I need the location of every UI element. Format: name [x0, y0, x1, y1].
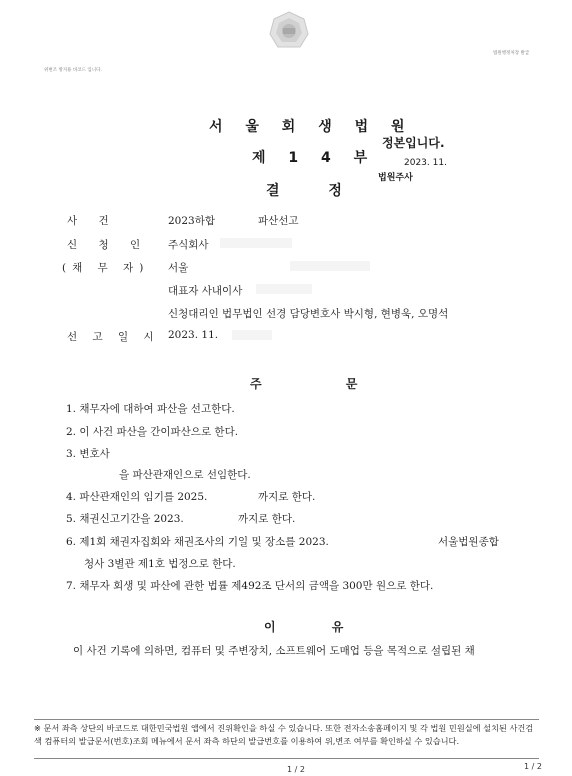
division-name: 제 1 4 부	[252, 150, 377, 166]
court-name: 서 울 회 생 법 원	[209, 119, 414, 135]
order-item-4: 4. 파산관재인의 임기를 2025.	[66, 491, 208, 503]
reason-text: 이 사건 기록에 의하면, 컴퓨터 및 주변장치, 소프트웨어 도매업 등을 목적으로 설립된 채	[73, 645, 475, 657]
order-item-6-place: 서울법원종합	[438, 536, 499, 548]
debtor-label: (채 무 자)	[62, 262, 150, 274]
document-type: 결 정	[266, 183, 364, 199]
debtor-address: 서울	[168, 262, 189, 274]
verification-notice: ※ 문서 좌측 상단의 바코드로 대한민국법원 앱에서 진위확인을 하실 수 있습니다. 또한 전자소송홈페이지 및 각 법원 민원실에 설치된 사건검색 컴퓨터의 발급문서(번호)조회 메뉴에서 문서 좌측 하단의 발급번호를 이용하여 위,변조 여부를 확인하실 수 있습니다.	[34, 719, 539, 759]
issuer-note: 법원행정처장 발급	[493, 51, 530, 56]
redacted-area	[232, 330, 272, 340]
order-item-6: 6. 제1회 채권자집회와 채권조사의 기일 및 장소를 2023.	[66, 536, 329, 548]
order-item-6-cont: 청사 3별관 제1호 법정으로 한다.	[84, 558, 236, 570]
certified-copy-date: 2023. 11.	[404, 158, 447, 168]
order-item-7: 7. 채무자 회생 및 파산에 관한 법률 제492조 단서의 금액을 300만 원으로 한다.	[66, 580, 434, 592]
representative: 대표자 사내이사	[168, 285, 243, 297]
page-number: 1 / 2	[287, 765, 305, 774]
decision-date-label: 선 고 일 시	[67, 331, 160, 343]
order-item-5-cont: 까지로 한다.	[238, 513, 296, 525]
reason-title: 이 유	[264, 620, 370, 634]
case-label: 사 건	[67, 215, 118, 227]
attorneys: 신청대리인 법무법인 선경 담당변호사 박시형, 현병욱, 오명석	[168, 308, 449, 320]
order-item-4-cont: 까지로 한다.	[258, 491, 316, 503]
redacted-area	[290, 261, 370, 271]
applicant-label: 신 청 인	[67, 239, 150, 251]
order-item-5: 5. 채권신고기간을 2023.	[66, 513, 184, 525]
redacted-area	[256, 284, 312, 294]
certified-copy-stamp: 정본입니다.	[382, 136, 445, 150]
page-number-right: 1 / 2	[524, 762, 542, 771]
order-item-3: 3. 변호사	[66, 448, 110, 460]
order-title: 주 문	[250, 377, 398, 391]
order-item-1: 1. 채무자에 대하여 파산을 선고한다.	[66, 403, 235, 415]
order-item-2: 2. 이 사건 파산을 간이파산으로 한다.	[66, 426, 239, 438]
applicant-value: 주식회사	[168, 239, 209, 251]
order-item-3-cont: 을 파산관재인으로 선임한다.	[119, 469, 251, 481]
certified-copy-officer: 법원주사	[378, 173, 413, 183]
redacted-area	[220, 238, 292, 248]
case-number: 2023하합	[168, 215, 216, 227]
barcode-note: 위변조 방지용 바코드 입니다.	[44, 68, 102, 73]
case-type: 파산선고	[258, 215, 299, 227]
court-seal-icon	[268, 10, 310, 52]
decision-date: 2023. 11.	[168, 329, 219, 341]
